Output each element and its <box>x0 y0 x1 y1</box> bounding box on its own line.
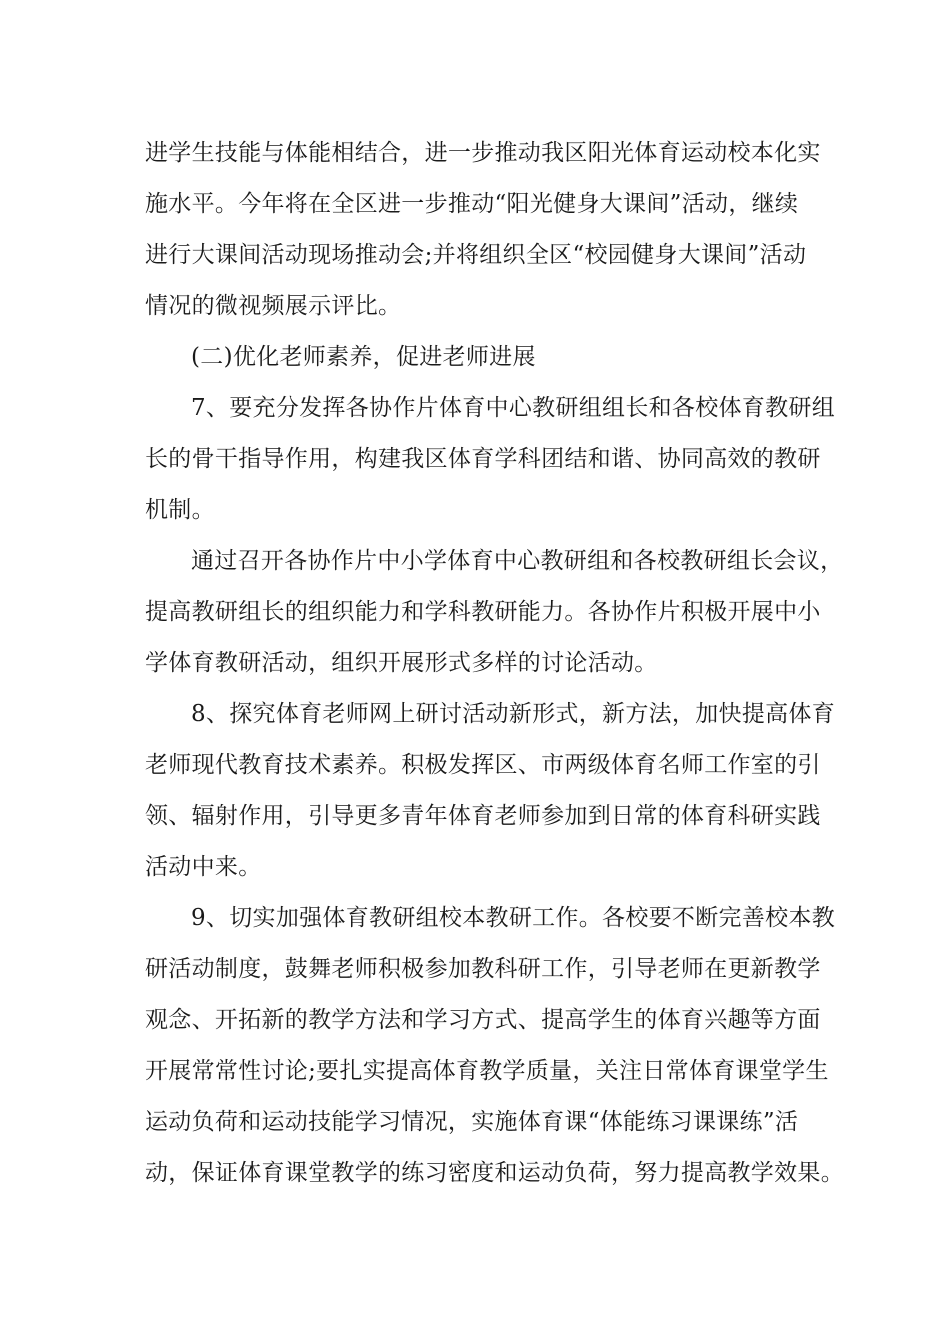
text-line: 动，保证体育课堂教学的练习密度和运动负荷，努力提高教学效果。 <box>145 1160 844 1186</box>
text-line: 研活动制度，鼓舞老师积极参加教科研工作，引导老师在更新教学 <box>145 956 821 982</box>
text-line: 情况的微视频展示评比。 <box>145 293 402 319</box>
document-body <box>145 128 844 1199</box>
text-line: 8、探究体育老师网上研讨活动新形式，新方法，加快提高体育 <box>191 701 836 727</box>
text-line: 运动负荷和运动技能学习情况，实施体育课“体能练习课课练”活 <box>145 1109 799 1135</box>
text-line: 活动中来。 <box>145 854 262 880</box>
text-line: 施水平。今年将在全区进一步推动“阳光健身大课间”活动，继续 <box>145 191 799 217</box>
text-line: 通过召开各协作片中小学体育中心教研组和各校教研组长会议， <box>191 548 844 574</box>
text-line: 观念、开拓新的教学方法和学习方式、提高学生的体育兴趣等方面 <box>145 1007 821 1033</box>
section-heading: (二)优化老师素养，促进老师进展 <box>191 344 536 370</box>
text-line: 长的骨干指导作用，构建我区体育学科团结和谐、协同高效的教研 <box>145 446 821 472</box>
text-line: 7、要充分发挥各协作片体育中心教研组组长和各校体育教研组 <box>191 395 836 421</box>
text-line: 9、切实加强体育教研组校本教研工作。各校要不断完善校本教 <box>191 905 836 931</box>
text-line: 进学生技能与体能相结合，进一步推动我区阳光体育运动校本化实 <box>145 140 821 166</box>
text-line: 提高教研组长的组织能力和学科教研能力。各协作片积极开展中小 <box>145 599 821 625</box>
text-line: 领、辐射作用，引导更多青年体育老师参加到日常的体育科研实践 <box>145 803 821 829</box>
text-line: 老师现代教育技术素养。积极发挥区、市两级体育名师工作室的引 <box>145 752 821 778</box>
text-line: 学体育教研活动，组织开展形式多样的讨论活动。 <box>145 650 658 676</box>
text-line: 进行大课间活动现场推动会;并将组织全区“校园健身大课间”活动 <box>145 242 807 268</box>
text-line: 机制。 <box>145 497 215 523</box>
text-line: 开展常常性讨论;要扎实提高体育教学质量，关注日常体育课堂学生 <box>145 1058 829 1084</box>
